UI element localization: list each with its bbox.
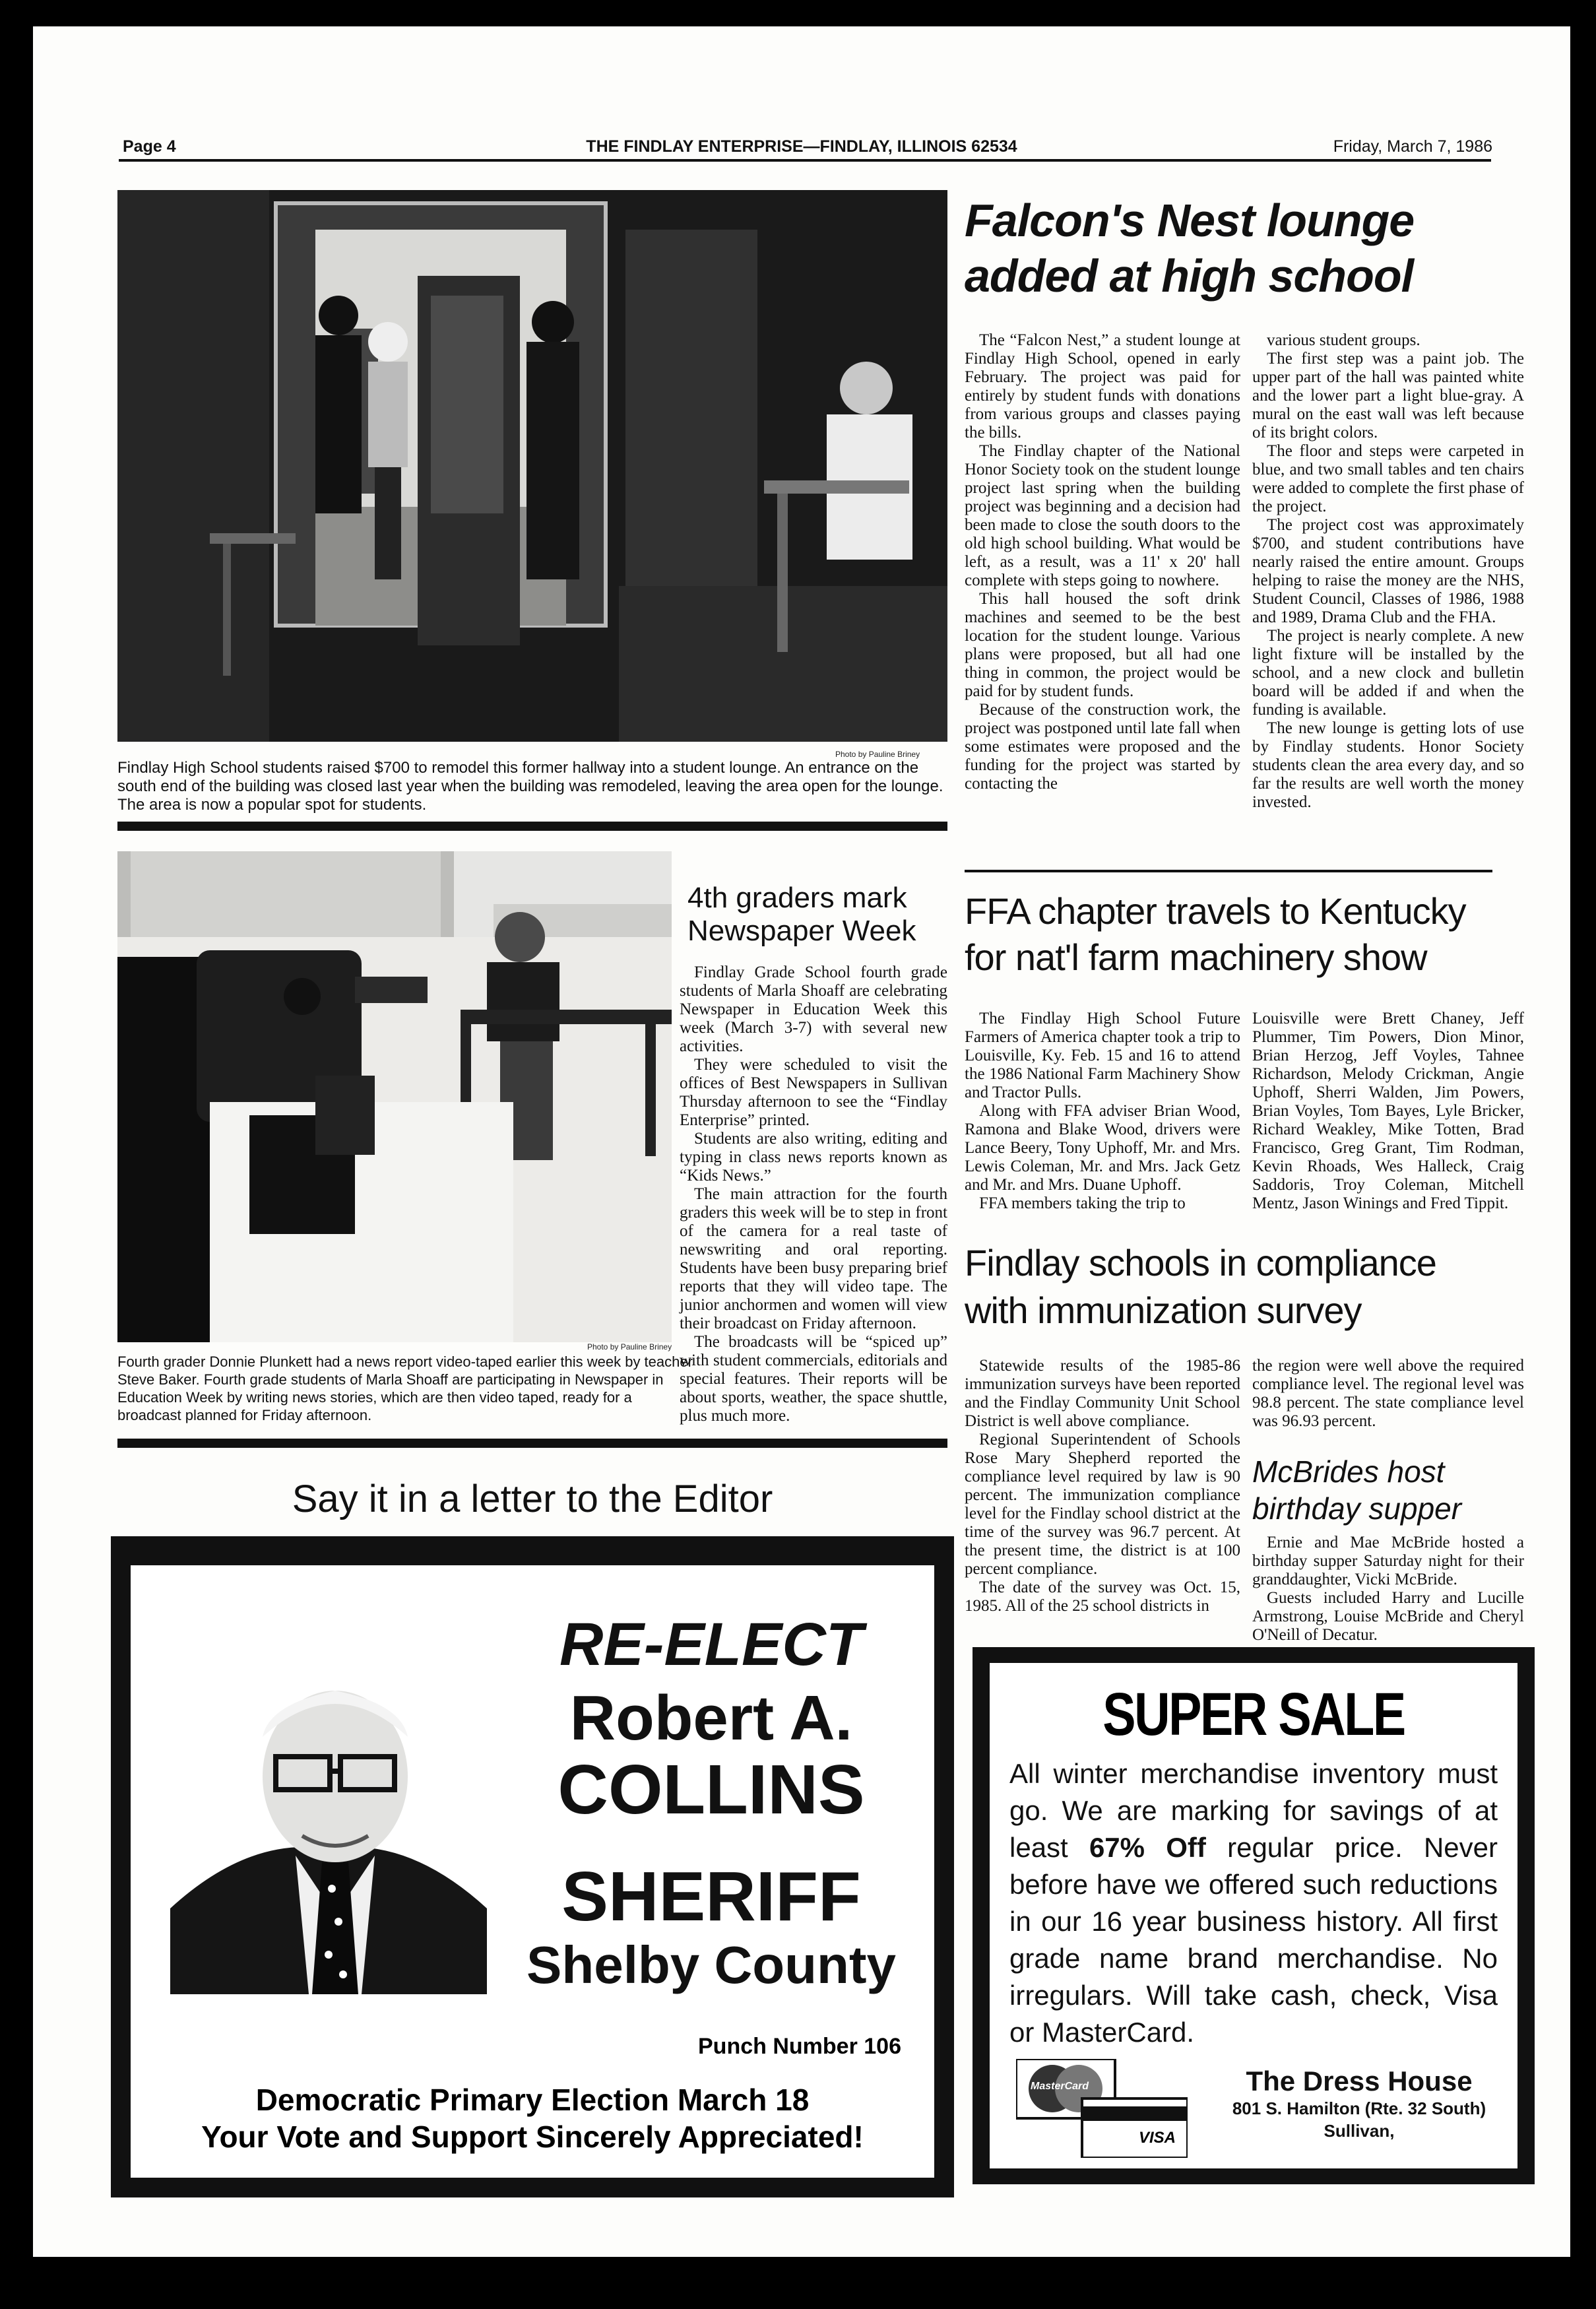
mcbrides-headline: McBrides host birthday supper bbox=[1252, 1454, 1462, 1526]
lounge-photo bbox=[117, 190, 947, 742]
visa-logo: VISA bbox=[1139, 2129, 1176, 2147]
newspaper-week-article: Findlay Grade School fourth grade students of Marla Shoaff are celebrating Newspaper in Education Week this week (March 3-7) with several new activities. They were scheduled to visit the offices of Best Newspapers in Sullivan Thursday afternoon to see the “Findlay Enterprise” printed. Students are also writing, editing and typing in class news reports known as “Kids News.” The main attraction for the fourth graders this week will be to step in front of the camera for a real taste of newswriting and oral reporting. Students have been busy preparing brief reports that they will video tape. The junior anchormen and women will view their broadcast on Friday afternoon. The broadcasts will be “spiced up” with student commercials, editorials and special features. Their reports will be about sports, weather, the space shuttle, plus much more. bbox=[680, 963, 947, 1425]
section-divider bbox=[117, 822, 947, 831]
store-address: 801 S. Hamilton (Rte. 32 South) bbox=[1232, 2098, 1486, 2118]
newspaper-page bbox=[33, 26, 1570, 2257]
issue-date: Friday, March 7, 1986 bbox=[1333, 137, 1492, 156]
page-number: Page 4 bbox=[123, 137, 176, 156]
masthead: THE FINDLAY ENTERPRISE—FINDLAY, ILLINOIS 62534 bbox=[586, 137, 1017, 156]
collins-ad-footer: Democratic Primary Election March 18 Your Vote and Support Sincerely Appreciated! bbox=[201, 2083, 864, 2154]
immunization-article-col2: the region were well above the required compliance level. The regional level was 98.8 percent. The state compliance level was 96.93 percent. bbox=[1252, 1357, 1524, 1430]
collins-ad-inner bbox=[131, 1565, 934, 2178]
store-city: Sullivan, bbox=[1324, 2121, 1395, 2141]
ffa-article-col1: The Findlay High School Future Farmers of America chapter took a trip to Louisville, Ky. Feb. 15 and 16 to attend the 1986 National Farm Machinery Show and Tractor Pulls. Along with FFA adviser Brian Wood, Ramona and Blake Wood, drivers were Lance Beery, Tony Uphoff, Mr. and Mrs. Lewis Coleman, Mr. and Mrs. Jack Getz and Mr. and Mrs. Duane Uphoff. FFA members taking the trip to bbox=[965, 1010, 1240, 1212]
letter-to-editor-banner: Say it in a letter to the Editor bbox=[292, 1478, 773, 1520]
candidate-last-name: COLLINS bbox=[558, 1751, 865, 1829]
lounge-article-col2: various student groups. The first step was a paint job. The upper part of the hall was painted white and the lower part a light blue-gray. A mural on the east wall was left because of its bright colors. The floor and steps were carpeted in blue, and two small tables and ten chairs were added to complete the first phase of the project. The project cost was approximately $700, and student contributions have nearly raised the entire amount. Groups helping to raise the money are the NHS, Student Council, Classes of 1986, 1988 and 1989, Drama Club and the FHA. The project is nearly complete. A new light fixture will be installed by the school, and a new clock and bulletin board will be added if and when the funding is available. The new lounge is getting lots of use by Findlay students. Honor Society students clean the area every day, and so far the results are well worth the money invested. bbox=[1252, 331, 1524, 811]
header-rule bbox=[119, 159, 1491, 162]
lounge-headline: Falcon's Nest lounge added at high school bbox=[965, 195, 1415, 302]
super-sale-title: SUPER SALE bbox=[1102, 1681, 1405, 1748]
super-sale-body: All winter merchandise inventory must go. We are marking for savings of at least 67% Off regular price. Never before have we offered such reductions in our 16 year business history. All first grade name brand merchandise. No irregulars. Will take cash, check, Visa or MasterCard. bbox=[1009, 1758, 1498, 2048]
super-sale-ad-inner bbox=[990, 1663, 1517, 2168]
reelect-heading: RE-ELECT bbox=[559, 1611, 863, 1678]
newspaper-week-photo-credit: Photo by Pauline Briney bbox=[587, 1342, 672, 1351]
lounge-bottom-rule bbox=[965, 870, 1492, 872]
letter-divider bbox=[117, 1439, 947, 1448]
newspaper-week-headline: 4th graders mark Newspaper Week bbox=[687, 882, 916, 947]
immunization-headline: Findlay schools in compliance with immunization survey bbox=[965, 1242, 1436, 1331]
collins-ad bbox=[111, 1536, 954, 2197]
candidate-first-name: Robert A. bbox=[569, 1683, 853, 1753]
ffa-article-col2: Louisville were Brett Chaney, Jeff Plummer, Tim Powers, Dion Minor, Brian Herzog, Jeff Voyles, Tahnee Richardson, Melody Crickman, Angie Uphoff, Sherri Walden, Jim Powers, Brian Voyles, Tom Bayes, Lyle Bricker, Richard Weakley, Mike Totten, Brad Francisco, Greg Grant, Tim Rodman, Kevin Rhoads, Wes Halleck, Craig Saddoris, Troy Coleman, Mitchell Mentz, Jason Winings and Fred Tippit. bbox=[1252, 1010, 1524, 1212]
ffa-headline: FFA chapter travels to Kentucky for nat'l farm machinery show bbox=[965, 890, 1466, 978]
mcbrides-article: Ernie and Mae McBride hosted a birthday supper Saturday night for their granddaughter, Vicki McBride. Guests included Harry and Lucille Armstrong, Louise McBride and Cheryl O'Neill of Decatur. bbox=[1252, 1534, 1524, 1644]
store-info bbox=[1214, 2065, 1504, 2142]
newspaper-week-caption: Fourth grader Donnie Plunkett had a news report video-taped earlier this week by teacher Steve Baker. Fourth grade students of Marla Shoaff are participating in Newspaper in Education Week by writing news stories, which are then video taped, ready for a broadcast planned for Friday afternoon. bbox=[117, 1353, 693, 1423]
collins-ad-text bbox=[500, 1611, 922, 1997]
newspaper-week-photo bbox=[117, 851, 672, 1342]
super-sale-ad bbox=[973, 1647, 1535, 2184]
punch-number: Punch Number 106 bbox=[698, 2034, 901, 2059]
mastercard-logo: MasterCard bbox=[1031, 2081, 1089, 2092]
lounge-photo-credit: Photo by Pauline Briney bbox=[835, 750, 920, 759]
immunization-article-col1: Statewide results of the 1985-86 immunization surveys have been reported and the Findlay Community Unit School District is well above compliance. Regional Superintendent of Schools Rose Mary Shepherd reported the compliance level required by law is 90 percent. The immunization compliance level for the Findlay school district at the time of the survey was 96.7 percent. At the present time, the district is at 100 percent compliance. The date of the survey was Oct. 15, 1985. All of the 25 school districts in bbox=[965, 1357, 1240, 1615]
store-name: The Dress House bbox=[1246, 2065, 1473, 2097]
card-logos bbox=[1016, 2059, 1188, 2158]
collins-portrait bbox=[170, 1664, 487, 1994]
lounge-photo-caption: Findlay High School students raised $700 to remodel this former hallway into a student lounge. An entrance on the south end of the building was closed last year when the building was remodeled, leaving the area open for the lounge. The area is now a popular spot for students. bbox=[117, 759, 943, 814]
county-name: Shelby County bbox=[526, 1935, 897, 1994]
office-title: SHERIFF bbox=[561, 1858, 861, 1935]
lounge-article-col1: The “Falcon Nest,” a student lounge at Findlay High School, opened in early February. The project was paid for entirely by student funds with donations from various groups and classes paying the bills. The Findlay chapter of the National Honor Society took on the student lounge project last spring when the building project was beginning and a decision had been made to close the south doors to the old high school building. What would be left, as a result, was a 11' x 20' hall complete with steps going to nowhere. This hall housed the soft drink machines and seemed to be the best location for the student lounge. Various plans were proposed, but all had one thing in common, the project would be paid for by student funds. Because of the construction work, the project was postponed until late fall when some estimates were proposed and the funding for the project was started by contacting the bbox=[965, 331, 1240, 793]
